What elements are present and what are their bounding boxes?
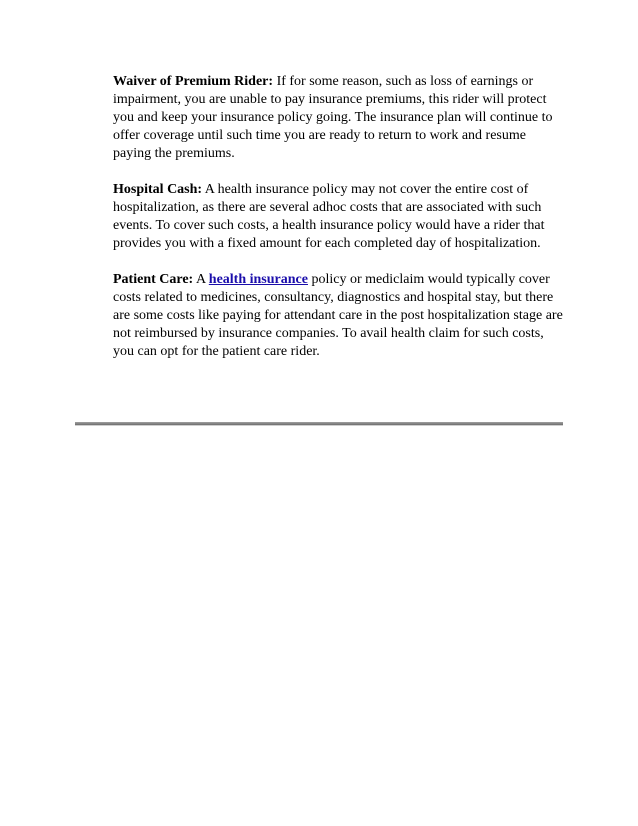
paragraph-patient-care — [113, 271, 563, 361]
term-waiver-of-premium: Waiver of Premium Rider: — [113, 74, 274, 89]
term-hospital-cash: Hospital Cash: — [113, 182, 203, 197]
paragraph-text: A health insurance policy may not cover the entire cost of hospitalization, as there are several adhoc costs that are associated with such events. To cover such costs, a health insurance policy would have a rider that provides you with a fixed amount for each completed day of hospitalization. — [113, 182, 545, 251]
paragraph-text-after-link: policy or mediclaim would typically cover costs related to medicines, consultancy, diagnostics and hospital stay, but there are some costs like paying for attendant care in the post hospitalization stage are not reimbursed by insurance companies. To avail health claim for such costs, you can opt for the patient care rider. — [113, 272, 563, 359]
paragraph-hospital-cash — [113, 181, 563, 253]
paragraph-text-before-link: A — [193, 272, 209, 287]
horizontal-divider — [75, 422, 563, 426]
health-insurance-link[interactable]: health insurance — [208, 272, 308, 287]
document-body — [113, 73, 563, 379]
term-patient-care: Patient Care: — [113, 272, 194, 287]
paragraph-text: If for some reason, such as loss of earnings or impairment, you are unable to pay insurance premiums, this rider will protect you and keep your insurance policy going. The insurance plan will continue to offer coverage until such time you are ready to return to work and resume paying the premiums. — [113, 74, 553, 161]
paragraph-waiver-of-premium — [113, 73, 563, 163]
